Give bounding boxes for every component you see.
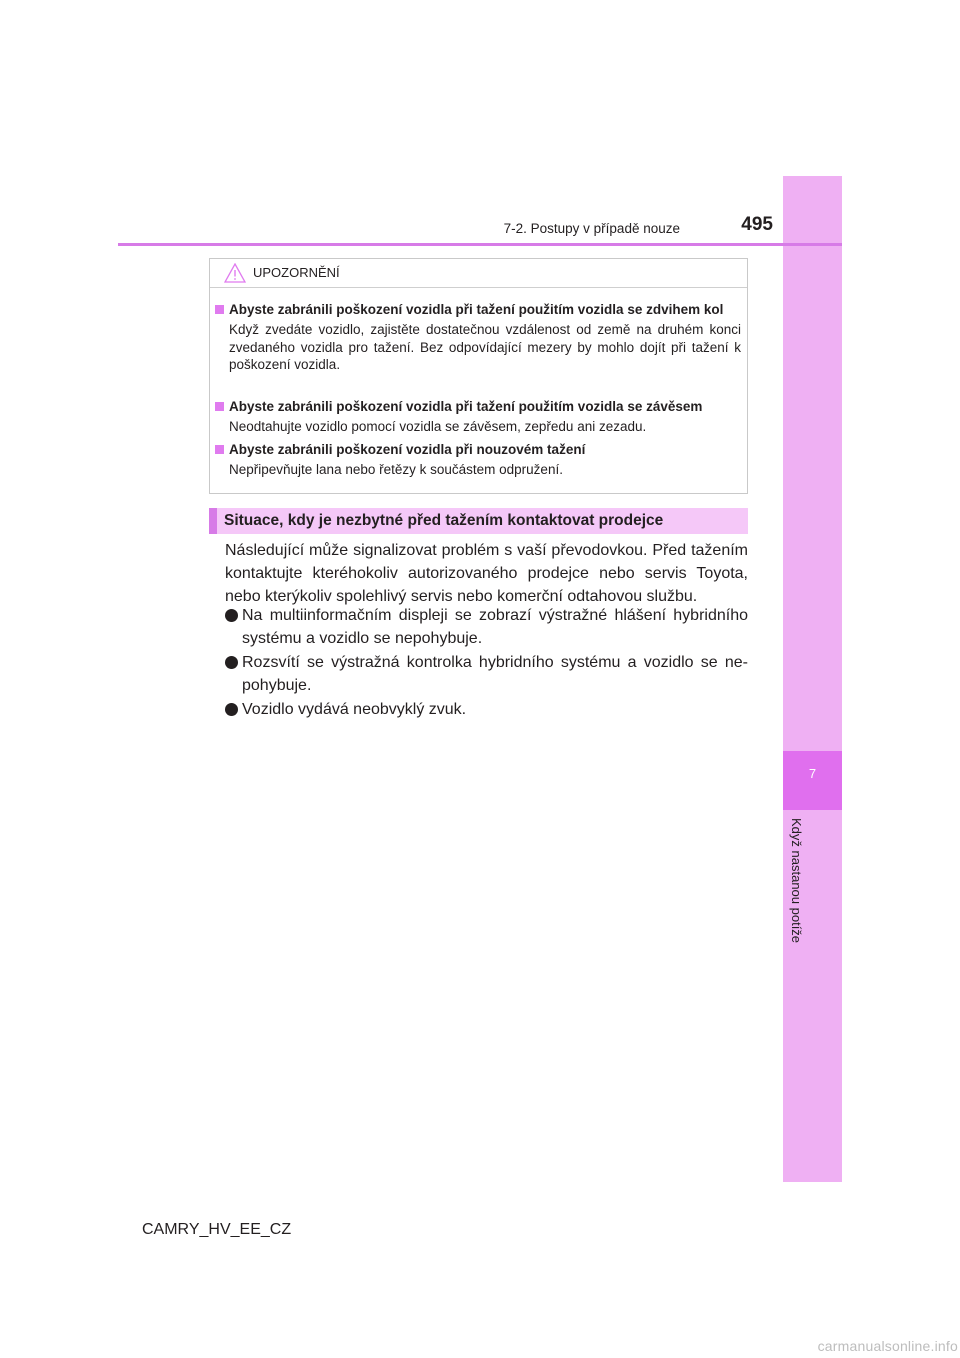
warning-item-heading: Abyste zabránili poškození vozidla při nouzovém tažení (210, 441, 747, 458)
chapter-sidebar (783, 176, 842, 1182)
warning-divider (210, 287, 747, 288)
section-heading-banner (209, 508, 748, 534)
bullet-dot-icon (225, 703, 238, 716)
bullet-dot-icon (225, 656, 238, 669)
warning-item-text: Když zvedáte vozidlo, zajistěte dostatečnou vzdálenost od země na druhém konci zvedaného vozidla pro tažení. Bez odpovídající mezery by mohlo dojít při tažení k poškození vozidla. (229, 322, 741, 372)
chapter-title: Když nastanou potíže (789, 818, 804, 944)
warning-label: UPOZORNĚNÍ (253, 265, 340, 280)
bullet-dot-icon (225, 609, 238, 622)
warning-header (224, 259, 340, 286)
warning-item-text: Nepřipevňujte lana nebo řetězy k součástem odpružení. (229, 462, 563, 477)
warning-item-text: Neodtahujte vozidlo pomocí vozidla se závěsem, zepředu ani zezadu. (229, 419, 647, 434)
running-header-section: 7-2. Postupy v případě nouze (503, 221, 680, 236)
section-heading: Situace, kdy je nezbytné před tažením kontaktovat prodejce (224, 512, 664, 529)
bullet-list (209, 604, 748, 722)
warning-item (210, 301, 747, 374)
warning-item (210, 398, 747, 436)
chapter-number: 7 (808, 766, 817, 781)
list-item: Na multiinformačním displeji se zobrazí výstražné hlášení hybridního systému a vozidlo se nepohybuje. (209, 604, 748, 650)
square-bullet-icon (215, 305, 224, 314)
list-item: Vozidlo vydává neobvyklý zvuk. (209, 698, 748, 721)
warning-item-heading: Abyste zabránili poškození vozidla při tažení použitím vozidla se závěsem (210, 398, 747, 415)
intro-paragraph: Následující může signalizovat problém s vaší převodovkou. Před tažením kontaktujte kteréhokoliv autorizovaného prodejce nebo servis Toyota, nebo kterýkoliv spolehlivý servis nebo komerční odtahovou službu. (225, 542, 748, 605)
document-code: CAMRY_HV_EE_CZ (142, 1221, 292, 1238)
square-bullet-icon (215, 402, 224, 411)
warning-triangle-icon (224, 263, 246, 283)
header-rule (118, 243, 842, 246)
page-number: 495 (741, 214, 773, 235)
warning-box (209, 258, 748, 494)
list-item: Rozsvítí se výstražná kontrolka hybridního systému a vozidlo se ne-pohybuje. (209, 651, 748, 697)
warning-item-heading: Abyste zabránili poškození vozidla při tažení použitím vozidla se zdvihem kol (210, 301, 747, 318)
warning-item (210, 441, 747, 479)
square-bullet-icon (215, 445, 224, 454)
watermark: carmanualsonline.info (817, 1338, 958, 1354)
